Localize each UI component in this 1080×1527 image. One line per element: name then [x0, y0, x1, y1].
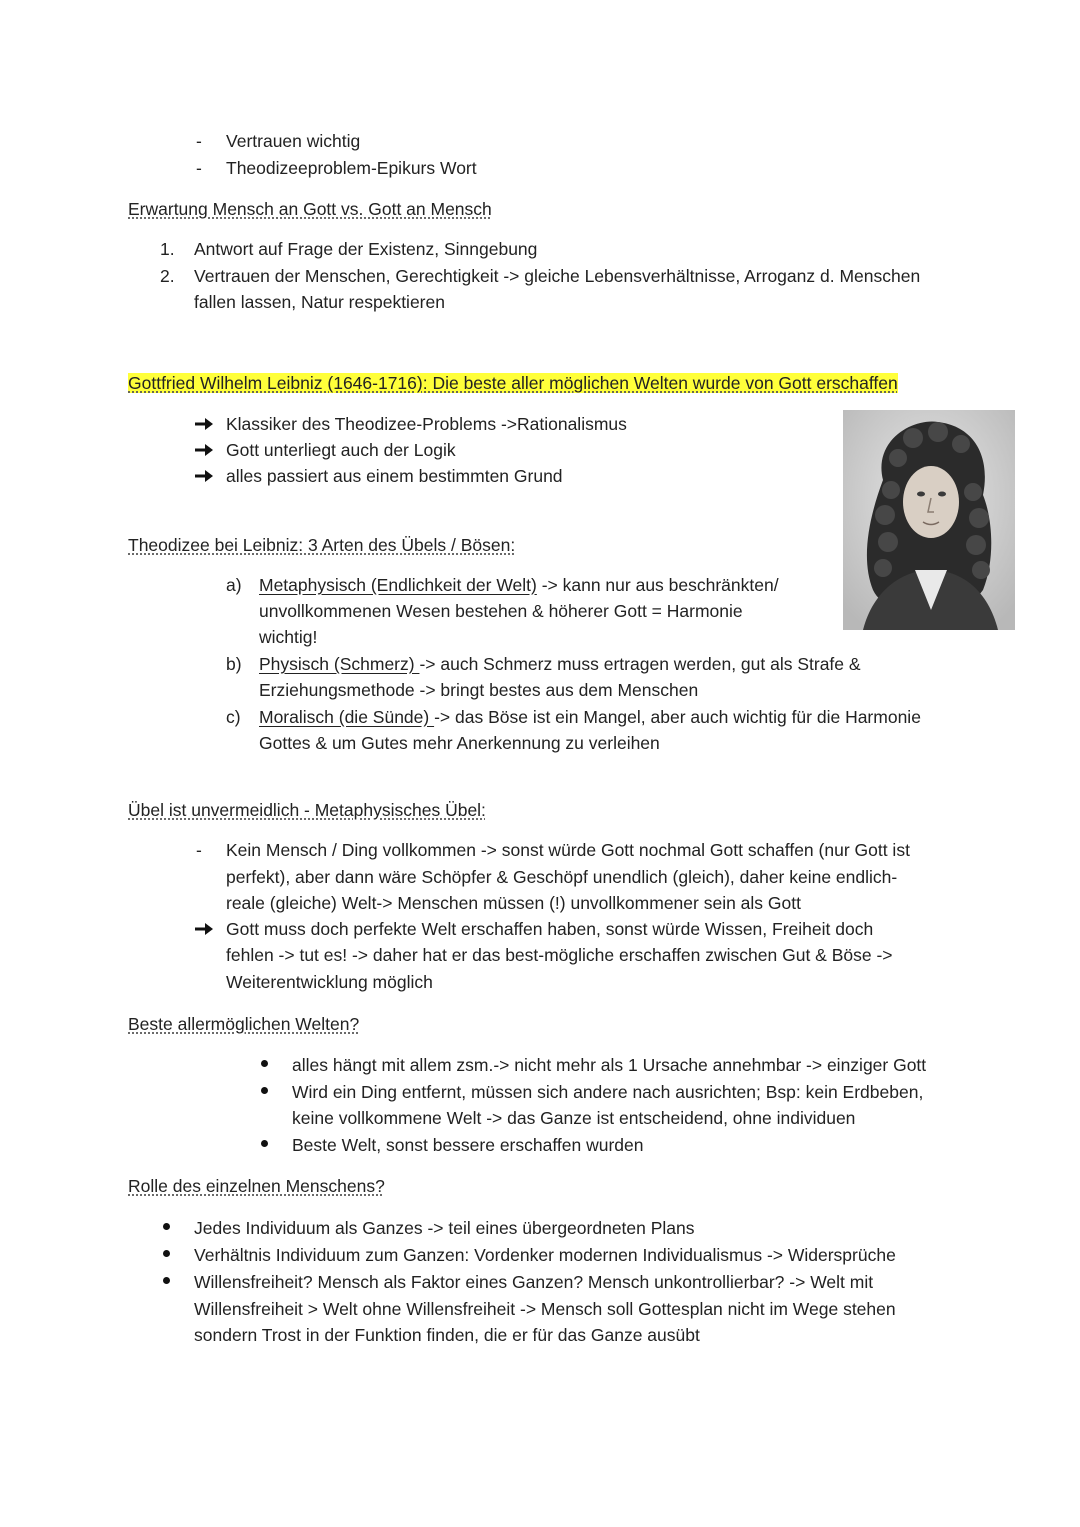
list-letter: c): [226, 707, 241, 727]
arrow-right-icon: [194, 921, 214, 937]
list-item-continued: fallen lassen, Natur respektieren: [194, 292, 445, 312]
list-number: 2.: [160, 266, 175, 286]
section-heading-rolle: Rolle des einzelnen Menschens?: [128, 1176, 385, 1196]
leibniz-heading: [128, 370, 898, 397]
leibniz-point: alles passiert aus einem bestimmten Grund: [226, 466, 563, 486]
portrait-image-icon: [843, 410, 1015, 630]
section-heading-uebel: Übel ist unvermeidlich - Metaphysisches Übel:: [128, 800, 486, 820]
list-item: Moralisch (die Sünde) -> das Böse ist ein Mangel, aber auch wichtig für die Harmonie: [259, 707, 921, 727]
leibniz-point: Klassiker des Theodizee-Problems ->Rationalismus: [226, 414, 627, 434]
arrow-right-icon: [194, 468, 214, 484]
bullet-dot: [261, 1140, 268, 1147]
list-letter: a): [226, 575, 242, 595]
bullet-dot: [261, 1060, 268, 1067]
list-item-continued: Willensfreiheit > Welt ohne Willensfreiheit -> Mensch soll Gottesplan nicht im Wege stehen: [194, 1299, 896, 1319]
text-line: fehlen -> tut es! -> daher hat er das best-mögliche erschaffen zwischen Gut & Böse ->: [226, 945, 893, 965]
list-item-continued: Erziehungsmethode -> bringt bestes aus dem Menschen: [259, 680, 699, 700]
intro-item: Theodizeeproblem-Epikurs Wort: [226, 158, 477, 178]
list-item: Jedes Individuum als Ganzes -> teil eines übergeordneten Plans: [194, 1218, 695, 1238]
list-letter: b): [226, 654, 242, 674]
list-item-continued: sondern Trost in der Funktion finden, die er für das Ganze ausübt: [194, 1325, 700, 1345]
list-item: Vertrauen der Menschen, Gerechtigkeit -> gleiche Lebensverhältnisse, Arroganz d. Menschen: [194, 266, 921, 286]
list-item: alles hängt mit allem zsm.-> nicht mehr als 1 Ursache annehmbar -> einziger Gott: [292, 1055, 927, 1075]
bullet-dot: [163, 1277, 170, 1284]
term-physisch: Physisch (Schmerz): [259, 654, 420, 674]
dash-marker: -: [196, 158, 202, 178]
leibniz-portrait: [843, 410, 1015, 630]
list-item: Physisch (Schmerz) -> auch Schmerz muss ertragen werden, gut als Strafe &: [259, 654, 861, 674]
list-item-continued: wichtig!: [259, 627, 318, 647]
text-line: Gott muss doch perfekte Welt erschaffen haben, sonst würde Wissen, Freiheit doch: [226, 919, 874, 939]
bullet-dot: [261, 1087, 268, 1094]
list-item: Verhältnis Individuum zum Ganzen: Vordenker modernen Individualismus -> Widersprüche: [194, 1245, 896, 1265]
arrow-right-icon: [194, 416, 214, 432]
section-heading-beste: Beste allermöglichen Welten?: [128, 1014, 360, 1034]
bullet-dot: [163, 1223, 170, 1230]
list-item: Antwort auf Frage der Existenz, Sinngebung: [194, 239, 538, 259]
list-item-continued: keine vollkommene Welt -> das Ganze ist entscheidend, ohne individuen: [292, 1108, 856, 1128]
term-metaphysisch: Metaphysisch (Endlichkeit der Welt): [259, 575, 537, 595]
list-item-continued: Gottes & um Gutes mehr Anerkennung zu verleihen: [259, 733, 660, 753]
list-item-continued: unvollkommenen Wesen bestehen & höherer Gott = Harmonie: [259, 601, 743, 621]
section-heading-erwartung: Erwartung Mensch an Gott vs. Gott an Mensch: [128, 199, 492, 219]
dash-marker: -: [196, 840, 202, 860]
list-item: Beste Welt, sonst bessere erschaffen wurden: [292, 1135, 644, 1155]
text-line: Kein Mensch / Ding vollkommen -> sonst würde Gott nochmal Gott schaffen (nur Gott ist: [226, 840, 910, 860]
leibniz-point: Gott unterliegt auch der Logik: [226, 440, 456, 460]
list-item: Willensfreiheit? Mensch als Faktor eines Ganzen? Mensch unkontrollierbar? -> Welt mit: [194, 1272, 874, 1292]
text-line: perfekt), aber dann wäre Schöpfer & Geschöpf unendlich (gleich), daher keine endlich-: [226, 867, 898, 887]
list-number: 1.: [160, 239, 175, 259]
bullet-dot: [163, 1250, 170, 1257]
intro-item: Vertrauen wichtig: [226, 131, 361, 151]
list-item: Wird ein Ding entfernt, müssen sich andere nach ausrichten; Bsp: kein Erdbeben,: [292, 1082, 924, 1102]
term-moralisch: Moralisch (die Sünde): [259, 707, 435, 727]
text-line: Weiterentwicklung möglich: [226, 972, 433, 992]
text-line: reale (gleiche) Welt-> Menschen müssen (!) unvollkommener sein als Gott: [226, 893, 801, 913]
section-heading-theodizee: Theodizee bei Leibniz: 3 Arten des Übels / Bösen:: [128, 535, 516, 555]
dash-marker: -: [196, 131, 202, 151]
arrow-right-icon: [194, 442, 214, 458]
highlighted-text: Gottfried Wilhelm Leibniz (1646-1716): Die beste aller möglichen Welten wurde von Gott erschaffen: [128, 373, 898, 393]
list-item: Metaphysisch (Endlichkeit der Welt) -> kann nur aus beschränkten/: [259, 575, 779, 595]
